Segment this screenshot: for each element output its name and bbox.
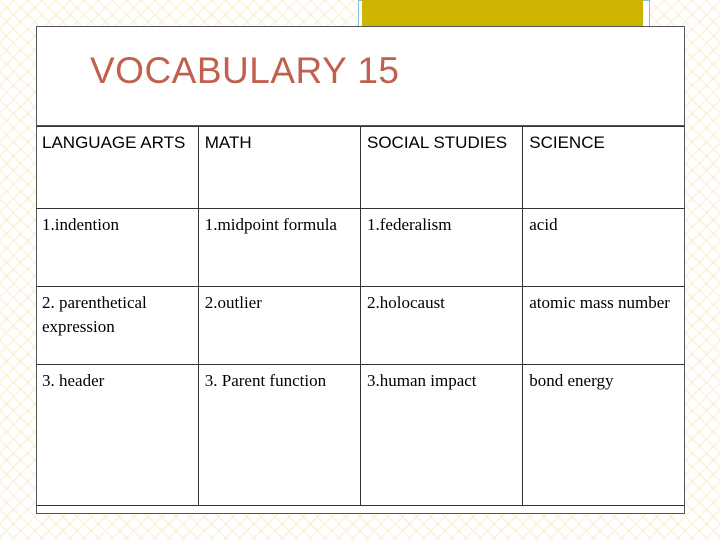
table-cell: 3.human impact	[361, 365, 523, 506]
table-cell: 1.indention	[36, 209, 198, 287]
table-row	[36, 209, 685, 287]
table-cell: acid	[523, 209, 685, 287]
table-cell: atomic mass number	[523, 287, 685, 365]
header-science: SCIENCE	[523, 127, 685, 209]
table-cell: 2. parenthetical expression	[36, 287, 198, 365]
table-cell: bond energy	[523, 365, 685, 506]
table-cell: 3. header	[36, 365, 198, 506]
table-cell: 1.midpoint formula	[198, 209, 360, 287]
table-cell: 3. Parent function	[198, 365, 360, 506]
header-math: MATH	[198, 127, 360, 209]
table-cell: 2.outlier	[198, 287, 360, 365]
slide-title: VOCABULARY 15	[90, 50, 400, 91]
table-cell: 1.federalism	[361, 209, 523, 287]
header-social-studies: SOCIAL STUDIES	[361, 127, 523, 209]
vocabulary-table	[36, 126, 685, 506]
table-row	[36, 365, 685, 506]
table-cell: 2.holocaust	[361, 287, 523, 365]
table-row	[36, 287, 685, 365]
header-language-arts: LANGUAGE ARTS	[36, 127, 198, 209]
table-header-row	[36, 127, 685, 209]
